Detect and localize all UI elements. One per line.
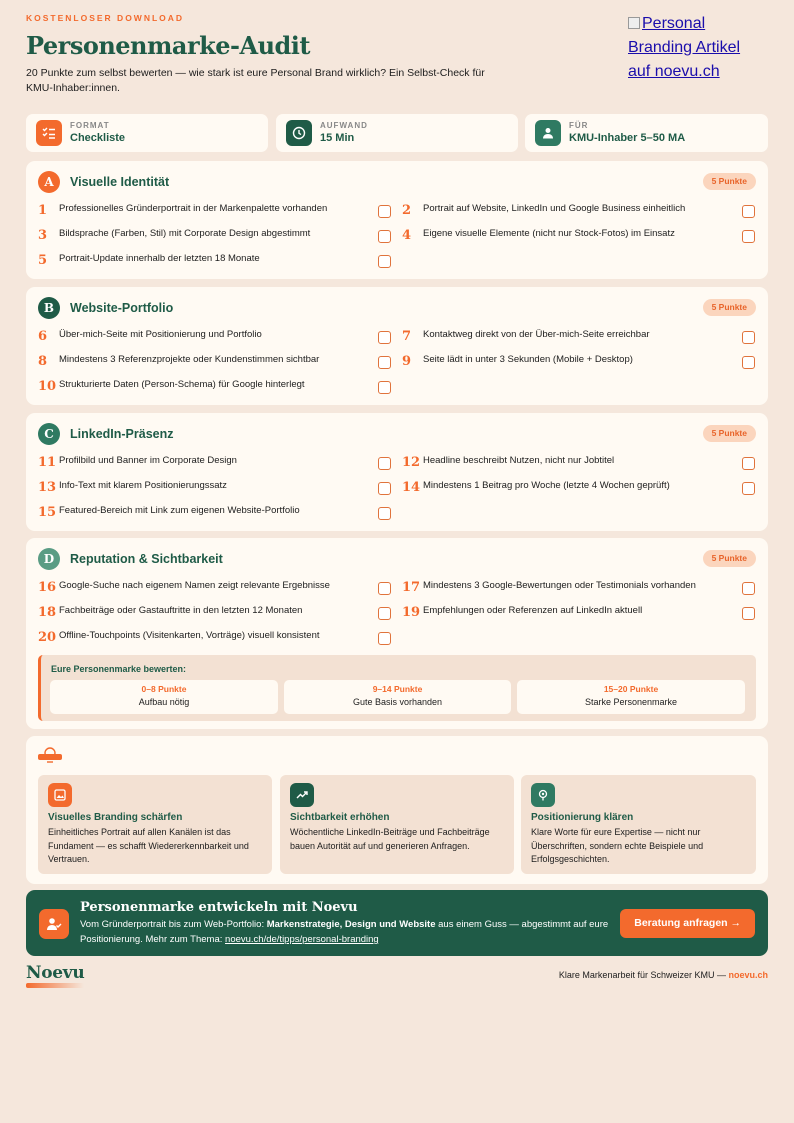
item-number: 1 — [38, 203, 48, 218]
item-checkbox[interactable] — [378, 582, 391, 595]
item-checkbox[interactable] — [378, 607, 391, 620]
meta-audience — [525, 114, 768, 152]
header — [26, 13, 526, 96]
checklist-item — [402, 578, 756, 596]
section-header — [38, 548, 756, 570]
points-badge: 5 Punkte — [703, 550, 756, 567]
item-number: 11 — [38, 455, 57, 470]
item-number: 12 — [402, 455, 421, 470]
item-text: Professionelles Gründerportrait in der Markenpalette vorhanden — [59, 203, 328, 214]
checklist-item — [38, 327, 392, 345]
section-reputation — [26, 538, 768, 729]
user-icon — [535, 120, 561, 146]
lightbulb-icon — [38, 746, 62, 766]
item-number: 16 — [38, 580, 57, 595]
item-checkbox[interactable] — [742, 356, 755, 369]
points-badge: 5 Punkte — [703, 425, 756, 442]
checklist-item — [402, 603, 756, 621]
broken-image-icon — [628, 17, 640, 29]
tip-text: Klare Worte für eure Expertise — nicht nur Überschriften, sondern echte Beispiele und Erfolgsgeschichten. — [531, 827, 704, 864]
item-checkbox[interactable] — [742, 607, 755, 620]
image-icon — [48, 783, 72, 807]
item-text: Bildsprache (Farben, Stil) mit Corporate Design abgestimmt — [59, 228, 311, 239]
footer-tagline — [559, 970, 768, 980]
item-text: Featured-Bereich mit Link zum eigenen Website-Portfolio — [59, 505, 300, 516]
section-header — [38, 297, 756, 319]
cta-text — [80, 917, 615, 947]
points-badge: 5 Punkte — [703, 173, 756, 190]
section-website-portfolio — [26, 287, 768, 405]
checklist-item — [38, 226, 392, 244]
item-text: Eigene visuelle Elemente (nicht nur Stock-Fotos) im Einsatz — [423, 228, 675, 239]
section-letter: C — [38, 423, 60, 445]
item-number: 8 — [38, 354, 48, 369]
tip-title: Visuelles Branding schärfen — [48, 812, 183, 823]
item-text: Portrait auf Website, LinkedIn und Google Business einheitlich — [423, 203, 686, 214]
item-checkbox[interactable] — [378, 457, 391, 470]
trend-up-icon — [290, 783, 314, 807]
checklist-item — [38, 603, 392, 621]
checklist-item — [38, 453, 392, 471]
section-title: Reputation & Sichtbarkeit — [70, 552, 223, 566]
score-range-high — [517, 680, 745, 714]
page-title: Personenmarke-Audit — [26, 31, 311, 60]
item-text: Info-Text mit klarem Positionierungssatz — [59, 480, 227, 491]
meta-value: 15 Min — [320, 132, 355, 144]
item-checkbox[interactable] — [742, 230, 755, 243]
item-checkbox[interactable] — [742, 331, 755, 344]
section-title: LinkedIn-Präsenz — [70, 427, 174, 441]
user-check-icon — [39, 909, 69, 939]
checklist-item — [38, 251, 392, 269]
item-number: 3 — [38, 228, 48, 243]
item-checkbox[interactable] — [378, 507, 391, 520]
item-number: 10 — [38, 379, 57, 394]
tip-card — [38, 775, 272, 874]
consultation-button[interactable]: Beratung anfragen → — [620, 909, 755, 938]
tip-card — [280, 775, 514, 874]
item-text: Headline beschreibt Nutzen, nicht nur Jobtitel — [423, 455, 615, 466]
item-number: 14 — [402, 480, 421, 495]
section-visual-identity — [26, 161, 768, 279]
item-checkbox[interactable] — [742, 457, 755, 470]
item-text: Seite lädt in unter 3 Sekunden (Mobile + Desktop) — [423, 354, 633, 365]
score-range-low — [50, 680, 278, 714]
footer-domain-link[interactable]: noevu.ch — [728, 970, 768, 980]
cta-text-pre: Vom Gründerportrait bis zum Web-Portfolio: — [80, 919, 267, 930]
tip-title: Positionierung klären — [531, 812, 634, 823]
tip-card — [521, 775, 756, 874]
item-checkbox[interactable] — [378, 632, 391, 645]
item-checkbox[interactable] — [378, 205, 391, 218]
footer-logo — [26, 963, 84, 983]
section-letter: A — [38, 171, 60, 193]
meta-row — [26, 114, 768, 152]
section-letter: B — [38, 297, 60, 319]
item-text: Profilbild und Banner im Corporate Design — [59, 455, 237, 466]
checklist-item — [38, 578, 392, 596]
section-header — [38, 423, 756, 445]
item-number: 4 — [402, 228, 412, 243]
section-header — [38, 171, 756, 193]
item-number: 19 — [402, 605, 421, 620]
cta-text-bold: Markenstrategie, Design und Website — [266, 919, 436, 930]
cta-link[interactable]: noevu.ch/de/tipps/personal-branding — [225, 934, 379, 945]
item-checkbox[interactable] — [378, 356, 391, 369]
logo-text: Noevu — [26, 963, 85, 983]
score-range-mid — [284, 680, 511, 714]
tip-text: Wöchentliche LinkedIn-Beiträge und Fachbeiträge bauen Autorität auf und generieren Anfragen. — [290, 827, 490, 851]
logo-underline — [26, 983, 84, 988]
item-checkbox[interactable] — [742, 205, 755, 218]
checklist-item — [38, 377, 392, 395]
checklist-item — [402, 478, 756, 496]
eyebrow: KOSTENLOSER DOWNLOAD — [26, 13, 185, 23]
item-number: 7 — [402, 329, 412, 344]
item-text: Über-mich-Seite mit Positionierung und Portfolio — [59, 329, 262, 340]
item-text: Empfehlungen oder Referenzen auf LinkedIn aktuell — [423, 605, 643, 616]
item-number: 9 — [402, 354, 412, 369]
cta-text-post: aus einem Guss — abgestimmt auf eure Positionierung. Mehr zum Thema: — [80, 919, 609, 945]
item-text: Mindestens 3 Referenzprojekte oder Kundenstimmen sichtbar — [59, 354, 320, 365]
item-number: 13 — [38, 480, 57, 495]
item-text: Mindestens 3 Google-Bewertungen oder Testimonials vorhanden — [423, 580, 696, 591]
target-icon — [531, 783, 555, 807]
checklist-item — [38, 352, 392, 370]
item-number: 6 — [38, 329, 48, 344]
meta-label: AUFWAND — [320, 121, 368, 130]
item-text: Kontaktweg direkt von der Über-mich-Seite erreichbar — [423, 329, 650, 340]
points-badge: 5 Punkte — [703, 299, 756, 316]
item-text: Google-Suche nach eigenem Namen zeigt relevante Ergebnisse — [59, 580, 330, 591]
cta-title: Personenmarke entwickeln mit Noevu — [80, 900, 358, 915]
score-label: Aufbau nötig — [138, 697, 190, 707]
item-number: 18 — [38, 605, 57, 620]
cta-banner — [26, 890, 768, 956]
page-subtitle: 20 Punkte zum selbst bewerten — wie stark ist eure Personal Brand wirklich? Ein Selbst-Check für KMU-Inhaber:innen. — [26, 67, 485, 94]
meta-format — [26, 114, 268, 152]
item-text: Offline-Touchpoints (Visitenkarten, Vorträge) visuell konsistent — [59, 630, 320, 641]
item-number: 15 — [38, 505, 57, 520]
checklist-item — [38, 503, 392, 521]
section-linkedin — [26, 413, 768, 531]
score-range: 9–14 Punkte — [372, 684, 423, 694]
tip-text: Einheitliches Portrait auf allen Kanälen ist das Fundament — es schafft Wiedererkennbarkeit und Vertrauen. — [48, 827, 249, 864]
score-label: Gute Basis vorhanden — [352, 697, 443, 707]
checklist-item — [402, 453, 756, 471]
item-checkbox[interactable] — [378, 482, 391, 495]
image-alt-text: Personal Branding Artikel auf noevu.ch — [628, 15, 741, 80]
item-checkbox[interactable] — [378, 255, 391, 268]
meta-label: FÜR — [569, 121, 589, 130]
clock-icon — [286, 120, 312, 146]
checklist-item — [402, 327, 756, 345]
meta-value: KMU-Inhaber 5–50 MA — [569, 132, 686, 144]
checklist-item — [38, 478, 392, 496]
article-image-link[interactable] — [628, 12, 758, 84]
item-checkbox[interactable] — [378, 230, 391, 243]
score-range: 15–20 Punkte — [603, 684, 659, 694]
item-text: Portrait-Update innerhalb der letzten 18 Monate — [59, 253, 260, 264]
item-checkbox[interactable] — [742, 582, 755, 595]
item-text: Fachbeiträge oder Gastauftritte in den letzten 12 Monaten — [59, 605, 303, 616]
checklist-item — [402, 352, 756, 370]
score-label: Starke Personenmarke — [584, 697, 678, 707]
item-number: 5 — [38, 253, 48, 268]
tips-panel — [26, 736, 768, 884]
checklist-item — [402, 201, 756, 219]
score-title: Eure Personenmarke bewerten: — [51, 664, 187, 674]
item-number: 2 — [402, 203, 412, 218]
section-letter: D — [38, 548, 60, 570]
meta-value: Checkliste — [70, 132, 126, 144]
meta-effort — [276, 114, 518, 152]
meta-label: FORMAT — [70, 121, 110, 130]
item-text: Mindestens 1 Beitrag pro Woche (letzte 4 Wochen geprüft) — [423, 480, 670, 491]
item-number: 20 — [38, 630, 57, 645]
checklist-icon — [36, 120, 62, 146]
item-text: Strukturierte Daten (Person-Schema) für Google hinterlegt — [59, 379, 305, 390]
checklist-item — [38, 628, 392, 646]
tagline-text: Klare Markenarbeit für Schweizer KMU — — [558, 970, 729, 980]
score-panel — [38, 655, 756, 721]
tip-title: Sichtbarkeit erhöhen — [290, 812, 390, 823]
section-title: Website-Portfolio — [70, 301, 174, 315]
section-title: Visuelle Identität — [70, 175, 170, 189]
item-checkbox[interactable] — [378, 331, 391, 344]
checklist-item — [38, 201, 392, 219]
item-number: 17 — [402, 580, 421, 595]
score-range: 0–8 Punkte — [141, 684, 187, 694]
item-checkbox[interactable] — [742, 482, 755, 495]
item-checkbox[interactable] — [378, 381, 391, 394]
checklist-item — [402, 226, 756, 244]
